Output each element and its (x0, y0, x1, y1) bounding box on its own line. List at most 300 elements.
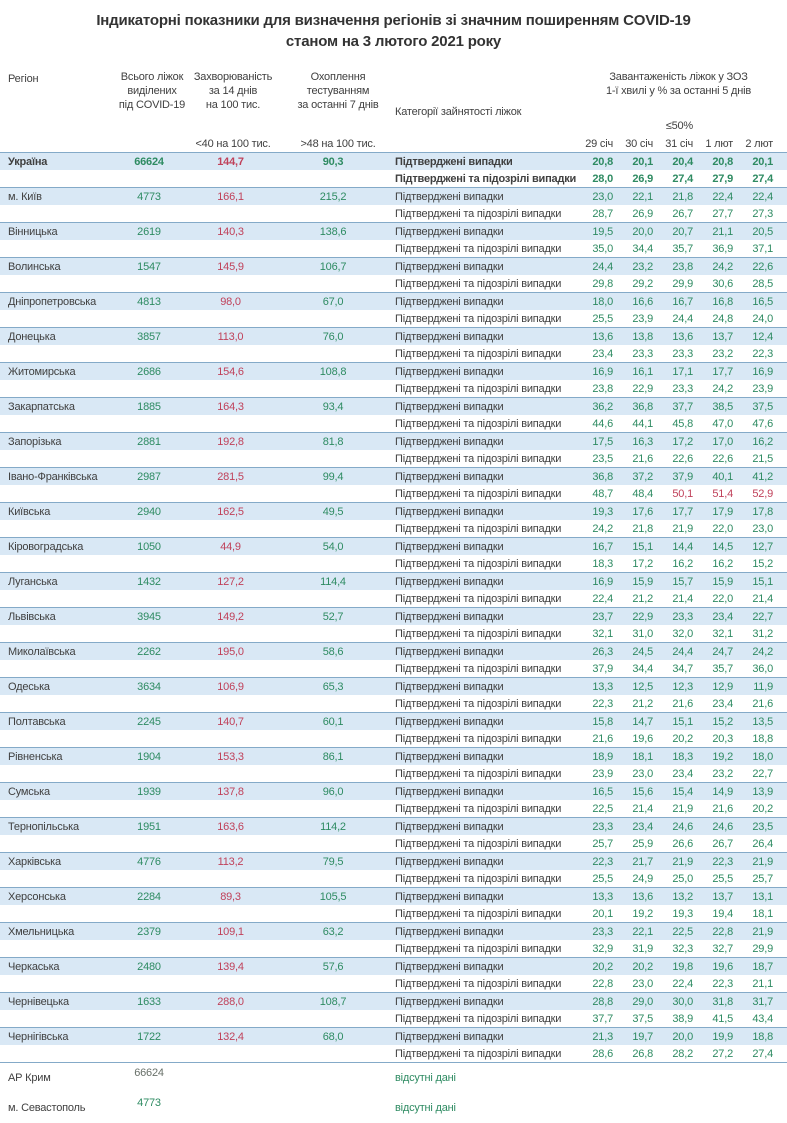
incidence-cell: 281,5 (178, 468, 283, 486)
table-row-confirmed (0, 853, 787, 871)
occupancy-value-cell: 13,6 (587, 328, 627, 346)
empty-cell (667, 1063, 707, 1094)
beds-cell: 2245 (120, 713, 178, 731)
empty-cell (178, 485, 283, 503)
empty-cell (178, 345, 283, 363)
empty-cell (178, 415, 283, 433)
testing-cell: 79,5 (283, 853, 383, 871)
occupancy-value-cell: 20,5 (747, 223, 787, 241)
empty-cell (0, 275, 120, 293)
occupancy-value-cell: 19,4 (707, 905, 747, 923)
table-row-suspected (0, 170, 787, 188)
incidence-cell: 109,1 (178, 923, 283, 941)
table-row-suspected (0, 380, 787, 398)
empty-cell (178, 870, 283, 888)
occupancy-value-cell: 15,9 (627, 573, 667, 591)
empty-cell (0, 940, 120, 958)
table-body (0, 153, 787, 1123)
empty-cell (283, 975, 383, 993)
occupancy-value-cell: 21,2 (627, 590, 667, 608)
table-row-confirmed (0, 1028, 787, 1046)
table-row-suspected (0, 240, 787, 258)
testing-cell: 108,8 (283, 363, 383, 381)
occupancy-value-cell: 22,3 (747, 345, 787, 363)
occupancy-value-cell: 20,2 (667, 730, 707, 748)
empty-cell (707, 1093, 747, 1123)
beds-cell: 1432 (120, 573, 178, 591)
incidence-cell: 149,2 (178, 608, 283, 626)
incidence-cell: 140,7 (178, 713, 283, 731)
category-suspected-label: Підтверджені та підозрілі випадки (383, 170, 587, 188)
occupancy-value-cell: 16,8 (707, 293, 747, 311)
occupancy-value-cell: 13,7 (707, 888, 747, 906)
occupancy-value-cell: 29,0 (627, 993, 667, 1011)
table-row-confirmed (0, 608, 787, 626)
empty-cell (178, 1045, 283, 1063)
table-row-suspected (0, 1010, 787, 1028)
occupancy-value-cell: 36,8 (627, 398, 667, 416)
incidence-cell: 98,0 (178, 293, 283, 311)
occupancy-value-cell: 16,7 (587, 538, 627, 556)
occupancy-value-cell: 23,4 (707, 608, 747, 626)
occupancy-value-cell: 20,8 (707, 153, 747, 171)
occupancy-value-cell: 26,7 (667, 205, 707, 223)
occupancy-value-cell: 15,2 (747, 555, 787, 573)
occupancy-value-cell: 24,2 (587, 520, 627, 538)
region-name-cell: Донецька (0, 328, 120, 346)
empty-cell (120, 765, 178, 783)
occupancy-value-cell: 17,8 (747, 503, 787, 521)
region-name-cell: Миколаївська (0, 643, 120, 661)
empty-cell (0, 975, 120, 993)
occupancy-value-cell: 16,2 (667, 555, 707, 573)
region-name-cell: Запорізька (0, 433, 120, 451)
occupancy-value-cell: 28,6 (587, 1045, 627, 1063)
occupancy-value-cell: 21,4 (627, 800, 667, 818)
occupancy-value-cell: 24,6 (667, 818, 707, 836)
table-row-suspected (0, 800, 787, 818)
empty-cell (283, 170, 383, 188)
empty-cell (283, 1093, 383, 1123)
category-confirmed-label: Підтверджені випадки (383, 433, 587, 451)
region-name-cell: м. Київ (0, 188, 120, 206)
testing-cell: 99,4 (283, 468, 383, 486)
testing-cell: 58,6 (283, 643, 383, 661)
occupancy-value-cell: 17,9 (707, 503, 747, 521)
empty-cell (283, 1010, 383, 1028)
occupancy-value-cell: 25,5 (587, 870, 627, 888)
occupancy-value-cell: 21,9 (747, 853, 787, 871)
occupancy-value-cell: 21,9 (667, 800, 707, 818)
occupancy-value-cell: 32,9 (587, 940, 627, 958)
incidence-cell: 137,8 (178, 783, 283, 801)
occupancy-value-cell: 21,6 (747, 695, 787, 713)
category-confirmed-label: Підтверджені випадки (383, 293, 587, 311)
occupancy-value-cell: 23,3 (667, 380, 707, 398)
testing-cell: 114,4 (283, 573, 383, 591)
testing-cell: 67,0 (283, 293, 383, 311)
empty-cell (120, 625, 178, 643)
category-confirmed-label: Підтверджені випадки (383, 328, 587, 346)
occupancy-value-cell: 24,4 (667, 310, 707, 328)
table-row-confirmed (0, 783, 787, 801)
empty-cell (178, 800, 283, 818)
category-suspected-label: Підтверджені та підозрілі випадки (383, 625, 587, 643)
region-name-cell: Київська (0, 503, 120, 521)
table-row-confirmed (0, 713, 787, 731)
category-suspected-label: Підтверджені та підозрілі випадки (383, 695, 587, 713)
occupancy-value-cell: 16,9 (587, 363, 627, 381)
occupancy-value-cell: 12,7 (747, 538, 787, 556)
occupancy-value-cell: 28,0 (587, 170, 627, 188)
col-header-testing: Охоплення тестуванням за останні 7 днів (283, 70, 393, 112)
empty-cell (0, 485, 120, 503)
region-name-cell: Одеська (0, 678, 120, 696)
occupancy-value-cell: 18,0 (747, 748, 787, 766)
category-confirmed-label: Підтверджені випадки (383, 538, 587, 556)
occupancy-value-cell: 22,3 (587, 853, 627, 871)
occupancy-value-cell: 41,2 (747, 468, 787, 486)
region-name-cell: Тернопільська (0, 818, 120, 836)
occupancy-value-cell: 17,0 (707, 433, 747, 451)
empty-cell (0, 730, 120, 748)
occupancy-value-cell: 14,7 (627, 713, 667, 731)
occupancy-value-cell: 18,8 (747, 730, 787, 748)
occupancy-value-cell: 36,0 (747, 660, 787, 678)
empty-cell (178, 695, 283, 713)
table-row-confirmed (0, 818, 787, 836)
empty-cell (178, 625, 283, 643)
beds-cell: 1951 (120, 818, 178, 836)
region-name-cell: Житомирська (0, 363, 120, 381)
table-row-suspected (0, 730, 787, 748)
table-row-suspected (0, 310, 787, 328)
category-confirmed-label: Підтверджені випадки (383, 923, 587, 941)
category-confirmed-label: Підтверджені випадки (383, 503, 587, 521)
testing-cell: 49,5 (283, 503, 383, 521)
page-title (0, 0, 787, 62)
date-column-header: 2 лют (737, 137, 773, 151)
occupancy-value-cell: 20,0 (627, 223, 667, 241)
occupancy-value-cell: 28,8 (587, 993, 627, 1011)
date-column-header: 31 січ (657, 137, 693, 151)
occupancy-value-cell: 23,2 (627, 258, 667, 276)
category-suspected-label: Підтверджені та підозрілі випадки (383, 205, 587, 223)
occupancy-value-cell: 20,4 (667, 153, 707, 171)
occupancy-value-cell: 16,6 (627, 293, 667, 311)
testing-cell: 105,5 (283, 888, 383, 906)
empty-cell (0, 1010, 120, 1028)
empty-cell (283, 205, 383, 223)
empty-cell (178, 975, 283, 993)
category-confirmed-label: Підтверджені випадки (383, 678, 587, 696)
beds-cell: 2686 (120, 363, 178, 381)
category-confirmed-label: Підтверджені випадки (383, 993, 587, 1011)
occupancy-value-cell: 21,8 (667, 188, 707, 206)
occupancy-value-cell: 27,4 (747, 170, 787, 188)
testing-cell: 114,2 (283, 818, 383, 836)
empty-cell (0, 310, 120, 328)
occupancy-value-cell: 13,6 (627, 888, 667, 906)
empty-cell (120, 1045, 178, 1063)
beds-cell: 2987 (120, 468, 178, 486)
region-name-cell: Дніпропетровська (0, 293, 120, 311)
occupancy-value-cell: 22,3 (587, 695, 627, 713)
occupancy-value-cell: 16,2 (707, 555, 747, 573)
testing-cell: 93,4 (283, 398, 383, 416)
occupancy-value-cell: 30,0 (667, 993, 707, 1011)
region-name-cell: Волинська (0, 258, 120, 276)
occupancy-value-cell: 50,1 (667, 485, 707, 503)
beds-cell: 1050 (120, 538, 178, 556)
empty-cell (283, 520, 383, 538)
empty-cell (178, 1093, 283, 1123)
occupancy-value-cell: 12,3 (667, 678, 707, 696)
empty-cell (283, 905, 383, 923)
occupancy-value-cell: 31,2 (747, 625, 787, 643)
table-row-suspected (0, 625, 787, 643)
occupancy-value-cell: 23,2 (707, 345, 747, 363)
occupancy-value-cell: 21,5 (747, 450, 787, 468)
empty-cell (283, 940, 383, 958)
incidence-cell: 192,8 (178, 433, 283, 451)
table-row-suspected (0, 870, 787, 888)
category-suspected-label: Підтверджені та підозрілі випадки (383, 310, 587, 328)
occupancy-value-cell: 27,3 (747, 205, 787, 223)
occupancy-value-cell: 23,2 (707, 765, 747, 783)
occupancy-value-cell: 24,7 (707, 643, 747, 661)
empty-cell (120, 590, 178, 608)
empty-cell (178, 520, 283, 538)
occupancy-value-cell: 19,6 (627, 730, 667, 748)
category-confirmed-label: Підтверджені випадки (383, 608, 587, 626)
empty-cell (0, 1045, 120, 1063)
beds-cell: 66624 (120, 153, 178, 171)
incidence-cell: 140,3 (178, 223, 283, 241)
empty-cell (283, 345, 383, 363)
empty-cell (0, 345, 120, 363)
occupancy-value-cell: 25,9 (627, 835, 667, 853)
beds-cell: 3634 (120, 678, 178, 696)
occupancy-value-cell: 26,8 (627, 1045, 667, 1063)
occupancy-value-cell: 22,7 (747, 765, 787, 783)
occupancy-value-cell: 19,3 (587, 503, 627, 521)
empty-cell (283, 695, 383, 713)
empty-cell (178, 450, 283, 468)
occupancy-value-cell: 23,9 (627, 310, 667, 328)
empty-cell (178, 275, 283, 293)
table-row-confirmed (0, 468, 787, 486)
category-suspected-label: Підтверджені та підозрілі випадки (383, 450, 587, 468)
occupancy-value-cell: 27,4 (667, 170, 707, 188)
category-suspected-label: Підтверджені та підозрілі випадки (383, 1010, 587, 1028)
occupancy-value-cell: 19,8 (667, 958, 707, 976)
testing-cell: 76,0 (283, 328, 383, 346)
empty-cell (0, 835, 120, 853)
empty-cell (178, 730, 283, 748)
incidence-cell: 127,2 (178, 573, 283, 591)
table-row-no-data (0, 1093, 787, 1123)
occupancy-value-cell: 22,5 (667, 923, 707, 941)
beds-cell: 1633 (120, 993, 178, 1011)
occupancy-value-cell: 29,8 (587, 275, 627, 293)
occupancy-value-cell: 13,7 (707, 328, 747, 346)
testing-cell: 86,1 (283, 748, 383, 766)
occupancy-value-cell: 24,6 (707, 818, 747, 836)
occupancy-value-cell: 27,2 (707, 1045, 747, 1063)
category-confirmed-label: Підтверджені випадки (383, 468, 587, 486)
table-row-suspected (0, 450, 787, 468)
occupancy-value-cell: 21,8 (627, 520, 667, 538)
occupancy-value-cell: 36,2 (587, 398, 627, 416)
region-name-cell: Івано-Франківська (0, 468, 120, 486)
table-row-confirmed (0, 223, 787, 241)
category-suspected-label: Підтверджені та підозрілі випадки (383, 940, 587, 958)
empty-cell (283, 240, 383, 258)
occupancy-value-cell: 34,4 (627, 240, 667, 258)
beds-cell: 2262 (120, 643, 178, 661)
beds-cell: 4773 (120, 188, 178, 206)
occupancy-value-cell: 23,3 (627, 345, 667, 363)
empty-cell (178, 170, 283, 188)
category-suspected-label: Підтверджені та підозрілі випадки (383, 275, 587, 293)
region-name-cell: Харківська (0, 853, 120, 871)
empty-cell (283, 870, 383, 888)
occupancy-value-cell: 23,0 (587, 188, 627, 206)
region-name-cell: Черкаська (0, 958, 120, 976)
table-row-suspected (0, 1045, 787, 1063)
category-suspected-label: Підтверджені та підозрілі випадки (383, 800, 587, 818)
category-confirmed-label: Підтверджені випадки (383, 853, 587, 871)
occupancy-value-cell: 23,8 (587, 380, 627, 398)
table-row-suspected (0, 345, 787, 363)
occupancy-value-cell: 34,7 (667, 660, 707, 678)
category-confirmed-label: Підтверджені випадки (383, 188, 587, 206)
incidence-cell: 288,0 (178, 993, 283, 1011)
table-row-suspected (0, 975, 787, 993)
empty-cell (0, 660, 120, 678)
table-row-confirmed (0, 363, 787, 381)
occupancy-value-cell: 21,7 (627, 853, 667, 871)
table-row-suspected (0, 905, 787, 923)
empty-cell (0, 870, 120, 888)
region-name-cell: Чернівецька (0, 993, 120, 1011)
category-confirmed-label: Підтверджені випадки (383, 153, 587, 171)
category-suspected-label: Підтверджені та підозрілі випадки (383, 975, 587, 993)
empty-cell (178, 835, 283, 853)
table-header (0, 62, 787, 152)
occupancy-value-cell: 19,2 (707, 748, 747, 766)
testing-cell: 81,8 (283, 433, 383, 451)
testing-cell: 108,7 (283, 993, 383, 1011)
occupancy-value-cell: 47,6 (747, 415, 787, 433)
region-name-cell: Вінницька (0, 223, 120, 241)
category-suspected-label: Підтверджені та підозрілі випадки (383, 905, 587, 923)
occupancy-value-cell: 13,3 (587, 678, 627, 696)
occupancy-value-cell: 25,7 (587, 835, 627, 853)
empty-cell (120, 905, 178, 923)
incidence-cell: 164,3 (178, 398, 283, 416)
occupancy-value-cell: 22,3 (707, 853, 747, 871)
table-row-suspected (0, 765, 787, 783)
category-confirmed-label: Підтверджені випадки (383, 783, 587, 801)
empty-cell (120, 485, 178, 503)
occupancy-value-cell: 16,5 (587, 783, 627, 801)
occupancy-value-cell: 35,7 (707, 660, 747, 678)
occupancy-value-cell: 22,1 (627, 923, 667, 941)
beds-cell: 1722 (120, 1028, 178, 1046)
beds-cell: 2619 (120, 223, 178, 241)
occupancy-value-cell: 16,7 (667, 293, 707, 311)
table-row-suspected (0, 660, 787, 678)
beds-cell: 3945 (120, 608, 178, 626)
occupancy-value-cell: 21,1 (707, 223, 747, 241)
table-row-confirmed (0, 258, 787, 276)
occupancy-value-cell: 23,3 (587, 923, 627, 941)
occupancy-value-cell: 19,9 (707, 1028, 747, 1046)
occupancy-value-cell: 21,3 (587, 1028, 627, 1046)
occupancy-value-cell: 18,3 (667, 748, 707, 766)
category-confirmed-label: Підтверджені випадки (383, 363, 587, 381)
empty-cell (178, 940, 283, 958)
empty-cell (283, 415, 383, 433)
empty-cell (667, 1093, 707, 1123)
occupancy-value-cell: 17,5 (587, 433, 627, 451)
occupancy-value-cell: 13,8 (627, 328, 667, 346)
occupancy-value-cell: 17,7 (667, 503, 707, 521)
occupancy-value-cell: 22,6 (747, 258, 787, 276)
occupancy-value-cell: 21,6 (667, 695, 707, 713)
occupancy-value-cell: 16,3 (627, 433, 667, 451)
occupancy-value-cell: 22,3 (707, 975, 747, 993)
occupancy-value-cell: 12,5 (627, 678, 667, 696)
region-name-cell: м. Севастополь (0, 1093, 120, 1123)
occupancy-value-cell: 23,3 (667, 345, 707, 363)
region-name-cell: Луганська (0, 573, 120, 591)
no-data-label-cell: відсутні дані (383, 1093, 587, 1123)
region-name-cell: Чернігівська (0, 1028, 120, 1046)
testing-threshold-label: >48 на 100 тис. (283, 137, 393, 151)
occupancy-value-cell: 37,7 (667, 398, 707, 416)
testing-cell: 138,6 (283, 223, 383, 241)
incidence-threshold-label: <40 на 100 тис. (181, 137, 285, 151)
occupancy-value-cell: 51,4 (707, 485, 747, 503)
testing-cell: 54,0 (283, 538, 383, 556)
occupancy-value-cell: 31,8 (707, 993, 747, 1011)
occupancy-value-cell: 29,2 (627, 275, 667, 293)
category-suspected-label: Підтверджені та підозрілі випадки (383, 835, 587, 853)
empty-cell (747, 1063, 787, 1094)
table-row-confirmed (0, 888, 787, 906)
col-header-occupancy: Завантаженість ліжок у ЗОЗ 1-ї хвилі у % за останні 5 днів (570, 70, 787, 98)
occupancy-value-cell: 19,3 (667, 905, 707, 923)
occupancy-value-cell: 12,4 (747, 328, 787, 346)
empty-cell (178, 1063, 283, 1094)
occupancy-value-cell: 24,5 (627, 643, 667, 661)
incidence-cell: 44,9 (178, 538, 283, 556)
occupancy-value-cell: 28,5 (747, 275, 787, 293)
occupancy-value-cell: 12,9 (707, 678, 747, 696)
occupancy-value-cell: 13,5 (747, 713, 787, 731)
occupancy-value-cell: 35,0 (587, 240, 627, 258)
occupancy-value-cell: 29,9 (667, 275, 707, 293)
occupancy-value-cell: 26,3 (587, 643, 627, 661)
beds-cell: 1547 (120, 258, 178, 276)
empty-cell (120, 660, 178, 678)
empty-cell (283, 765, 383, 783)
empty-cell (0, 625, 120, 643)
category-suspected-label: Підтверджені та підозрілі випадки (383, 520, 587, 538)
